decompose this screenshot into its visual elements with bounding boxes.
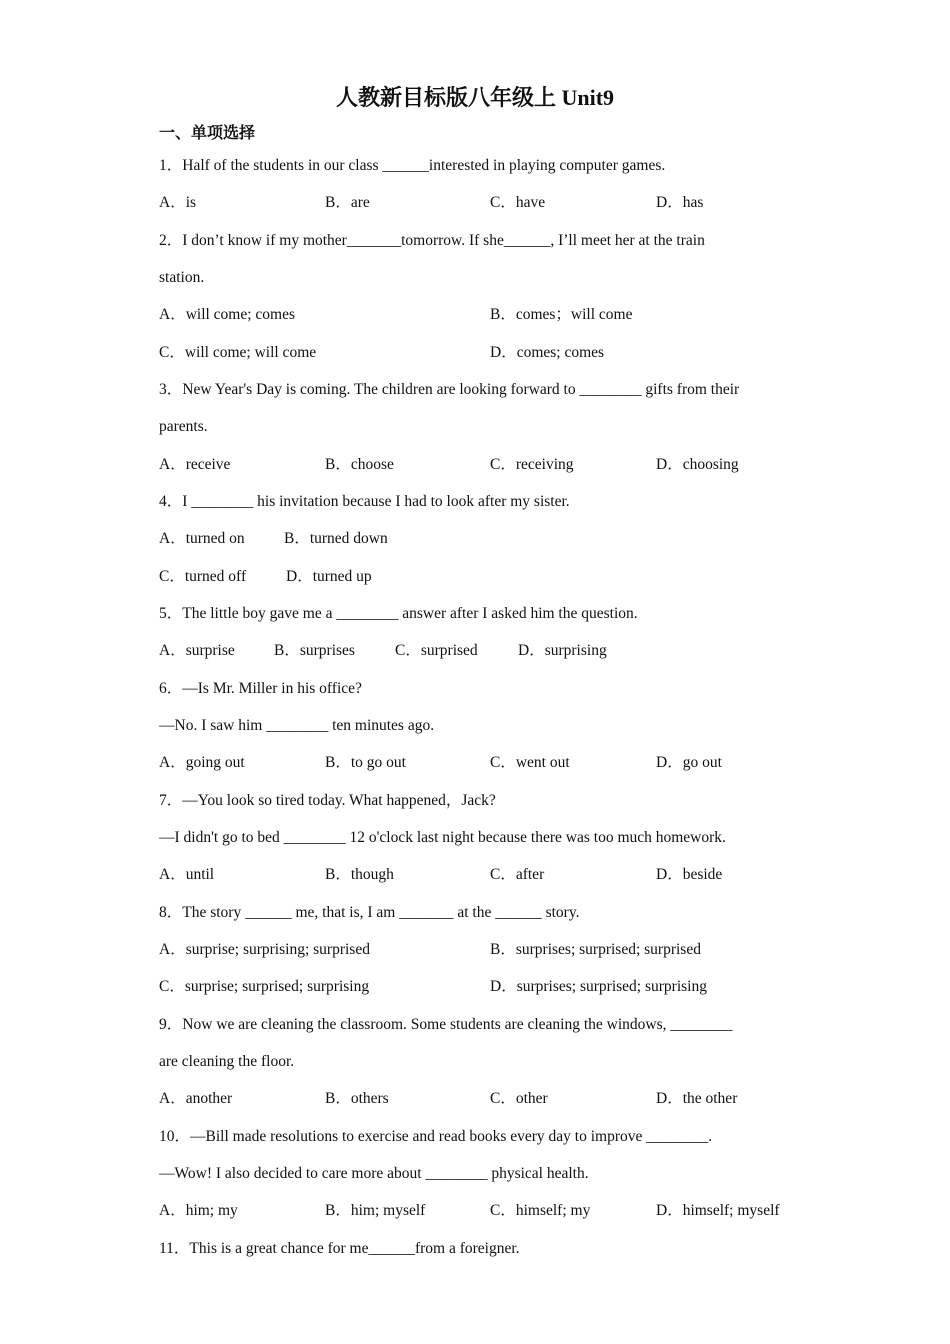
question-2-stem-cont: station. (159, 269, 205, 286)
q5-option-c[interactable]: C．surprised (395, 642, 478, 659)
q9-option-d[interactable]: D．the other (656, 1090, 738, 1107)
question-5-stem: 5．The little boy gave me a ________ answer after I asked him the question. (159, 605, 638, 622)
q7-option-b[interactable]: B．though (325, 866, 394, 883)
q4-option-b[interactable]: B．turned down (284, 530, 388, 547)
question-10-stem-cont: —Wow! I also decided to care more about ________ physical health. (159, 1165, 589, 1182)
q4-option-c[interactable]: C．turned off (159, 568, 247, 585)
q2-option-b[interactable]: B．comes；will come (490, 306, 633, 323)
q1-option-b[interactable]: B．are (325, 194, 370, 211)
q6-option-c[interactable]: C．went out (490, 754, 570, 771)
q9-option-c[interactable]: C．other (490, 1090, 548, 1107)
question-7-stem-cont: —I didn't go to bed ________ 12 o'clock last night because there was too much homework. (159, 829, 726, 846)
q4-option-d[interactable]: D．turned up (286, 568, 372, 585)
question-4-stem: 4．I ________ his invitation because I had to look after my sister. (159, 493, 570, 510)
q6-option-a[interactable]: A．going out (159, 754, 245, 771)
q10-option-b[interactable]: B．him; myself (325, 1202, 426, 1219)
q1-option-d[interactable]: D．has (656, 194, 704, 211)
q2-option-d[interactable]: D．comes; comes (490, 344, 605, 361)
q10-option-a[interactable]: A．him; my (159, 1202, 238, 1219)
q9-option-a[interactable]: A．another (159, 1090, 233, 1107)
q4-option-a[interactable]: A．turned on (159, 530, 245, 547)
q3-option-d[interactable]: D．choosing (656, 456, 739, 473)
q3-option-a[interactable]: A．receive (159, 456, 231, 473)
question-9-stem-cont: are cleaning the floor. (159, 1053, 295, 1070)
question-3-stem: 3．New Year's Day is coming. The children are looking forward to ________ gifts from their (159, 381, 740, 398)
q7-option-a[interactable]: A．until (159, 866, 215, 883)
question-2-stem: 2．I don’t know if my mother_______tomorrow. If she______, I’ll meet her at the train (159, 232, 705, 249)
question-8-stem: 8．The story ______ me, that is, I am _______ at the ______ story. (159, 904, 580, 921)
q2-option-c[interactable]: C．will come; will come (159, 344, 317, 361)
q6-option-d[interactable]: D．go out (656, 754, 722, 771)
q7-option-c[interactable]: C．after (490, 866, 545, 883)
section-heading: 一、单项选择 (159, 125, 256, 142)
q5-option-b[interactable]: B．surprises (274, 642, 355, 659)
question-6-stem: 6．—Is Mr. Miller in his office? (159, 680, 362, 697)
q5-option-a[interactable]: A．surprise (159, 642, 235, 659)
q10-option-c[interactable]: C．himself; my (490, 1202, 591, 1219)
q8-option-d[interactable]: D．surprises; surprised; surprising (490, 978, 707, 995)
question-11-stem: 11．This is a great chance for me______from a foreigner. (159, 1240, 520, 1257)
q8-option-a[interactable]: A．surprise; surprising; surprised (159, 941, 370, 958)
page-title: 人教新目标版八年级上 Unit9 (335, 85, 615, 110)
q2-option-a[interactable]: A．will come; comes (159, 306, 296, 323)
q6-option-b[interactable]: B．to go out (325, 754, 406, 771)
question-1-stem: 1．Half of the students in our class ______interested in playing computer games. (159, 157, 666, 174)
q7-option-d[interactable]: D．beside (656, 866, 723, 883)
q8-option-c[interactable]: C．surprise; surprised; surprising (159, 978, 370, 995)
q10-option-d[interactable]: D．himself; myself (656, 1202, 780, 1219)
q3-option-b[interactable]: B．choose (325, 456, 394, 473)
q1-option-c[interactable]: C．have (490, 194, 546, 211)
q8-option-b[interactable]: B．surprises; surprised; surprised (490, 941, 701, 958)
q5-option-d[interactable]: D．surprising (518, 642, 607, 659)
question-3-stem-cont: parents. (159, 418, 208, 435)
question-6-stem-cont: —No. I saw him ________ ten minutes ago. (159, 717, 435, 734)
q9-option-b[interactable]: B．others (325, 1090, 389, 1107)
question-9-stem: 9．Now we are cleaning the classroom. Some students are cleaning the windows, ________ (159, 1016, 733, 1033)
q1-option-a[interactable]: A．is (159, 194, 197, 211)
question-10-stem: 10．—Bill made resolutions to exercise and read books every day to improve ________. (159, 1128, 713, 1145)
question-7-stem: 7．—You look so tired today. What happened，Jack? (159, 792, 496, 809)
q3-option-c[interactable]: C．receiving (490, 456, 574, 473)
